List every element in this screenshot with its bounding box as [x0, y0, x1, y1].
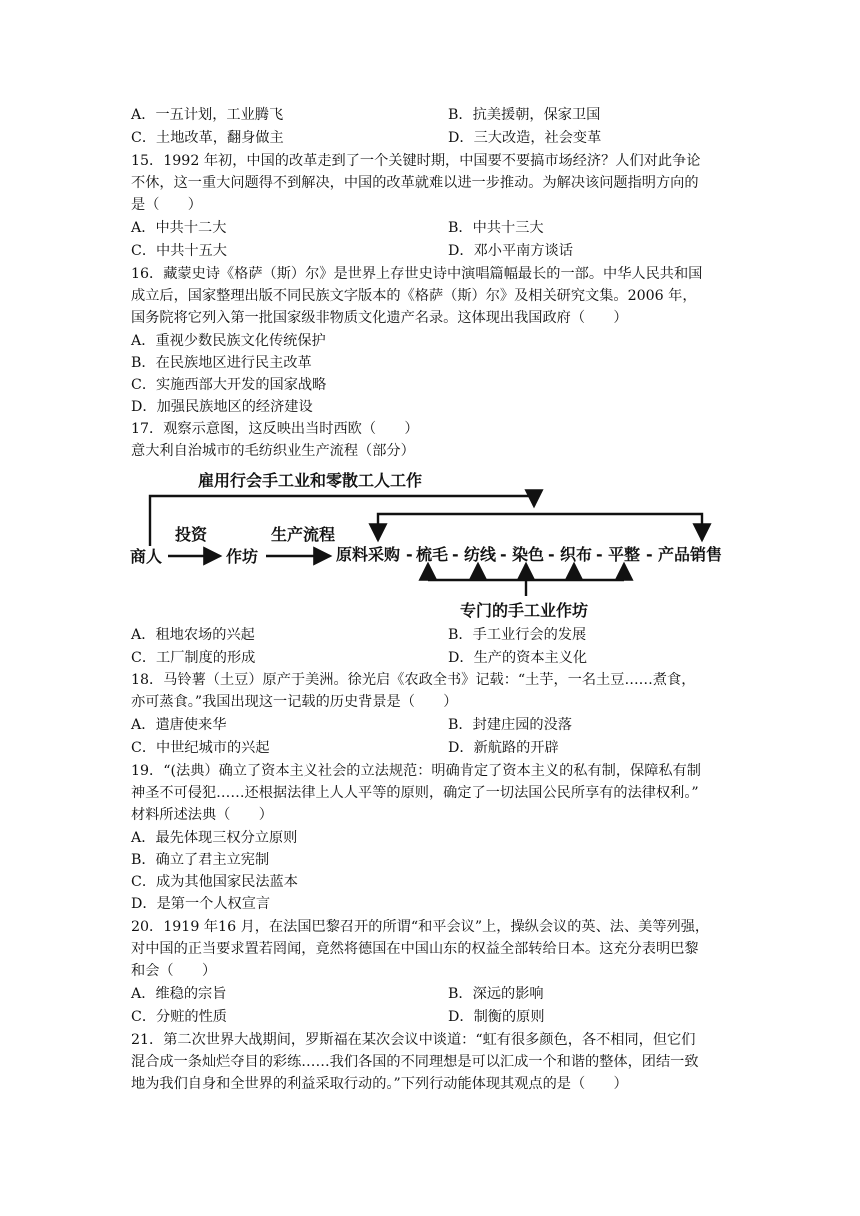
q16-option-b: B．在民族地区进行民主改革: [131, 355, 312, 371]
diagram-workshop: 作坊: [226, 547, 259, 566]
diagram-invest-label: 投资: [175, 525, 208, 544]
q19-option-c: C．成为其他国家民法蓝本: [131, 874, 298, 890]
q17-option-a: A．租地农场的兴起: [131, 627, 255, 643]
q14-option-c: C．土地改革，翻身做主: [131, 130, 284, 146]
q19-stem-line3: 材料所述法典（ ）: [131, 807, 273, 823]
q20-stem-line2: 对中国的正当要求置若罔闻，竟然将德国在中国山东的权益全部转给日本。这充分表明巴黎: [131, 941, 699, 957]
q16-stem-line2: 成立后，国家整理出版不同民族文字版本的《格萨（斯）尔》及相关研究文集。2006 年，: [131, 288, 697, 304]
q19-stem-line1: 19．“(法典）确立了资本主义社会的立法规范：明确肯定了资本主义的私有制，保障私有制: [131, 763, 701, 779]
q19-option-d: D．是第一个人权宣言: [131, 896, 271, 912]
diagram-step-dye: 染色: [512, 545, 545, 564]
q19-stem-line2: 神圣不可侵犯……还根据法律上人人平等的原则，确定了一切法国公民所享有的法律权利。”: [131, 785, 699, 801]
q16-stem-line3: 国务院将它列入第一批国家级非物质文化遗产名录。这体现出我国政府（ ）: [131, 310, 628, 326]
q21-stem-line2: 混合成一条灿烂夺目的彩练……我们各国的不同理想是可以汇成一个和谐的整体，团结一致: [131, 1054, 699, 1070]
q14-option-d: D．三大改造，社会变革: [448, 130, 602, 146]
q16-stem-line1: 16．藏蒙史诗《格萨（斯）尔》是世界上存世史诗中演唱篇幅最长的一部。中华人民共和国: [131, 266, 703, 282]
q15-stem-line2: 不休，这一重大问题得不到解决，中国的改革就难以进一步推动。为解决该问题指明方向的: [131, 175, 699, 191]
q20-stem-line3: 和会（ ）: [131, 963, 217, 979]
diagram-process-label: 生产流程: [271, 525, 336, 544]
q18-option-d: D．新航路的开辟: [448, 740, 559, 756]
diagram-dash: -: [500, 545, 507, 564]
q18-option-b: B．封建庄园的没落: [448, 717, 572, 733]
q15-option-a: A．中共十二大: [131, 220, 227, 236]
q21-stem-line1: 21．第二次世界大战期间，罗斯福在某次会议中谈道：“虹有很多颜色，各不相同，但它们: [131, 1032, 696, 1048]
q18-stem-line1: 18．马铃薯（土豆）原产于美洲。徐光启《农政全书》记载：“土芋，一名土豆……煮食，: [131, 672, 696, 688]
q19-option-b: B．确立了君主立宪制: [131, 852, 270, 868]
q17-flow-diagram: [128, 462, 734, 624]
q17-caption: 意大利自治城市的毛纺织业生产流程（部分）: [131, 443, 415, 459]
q14-option-a: A．一五计划，工业腾飞: [131, 107, 284, 123]
q19-option-a: A．最先体现三权分立原则: [131, 830, 298, 846]
diagram-dash: -: [406, 545, 413, 564]
diagram-dash: -: [548, 545, 555, 564]
q20-option-b: B．深远的影响: [448, 986, 544, 1002]
diagram-dash: -: [596, 545, 603, 564]
q17-stem-line1: 17．观察示意图，这反映出当时西欧（ ）: [131, 421, 419, 437]
diagram-dash: -: [646, 545, 653, 564]
q18-option-a: A．遣唐使来华: [131, 717, 227, 733]
q17-option-b: B．手工业行会的发展: [448, 627, 587, 643]
q15-option-c: C．中共十五大: [131, 243, 227, 259]
q14-option-b: B．抗美援朝，保家卫国: [448, 107, 601, 123]
q16-option-a: A．重视少数民族文化传统保护: [131, 333, 326, 349]
q15-option-d: D．邓小平南方谈话: [448, 243, 573, 259]
diagram-step-raw: 原料采购: [336, 545, 401, 564]
q17-option-c: C．工厂制度的形成: [131, 650, 256, 666]
q20-option-a: A．维稳的宗旨: [131, 986, 227, 1002]
q16-option-c: C．实施西部大开发的国家战略: [131, 377, 327, 393]
q18-option-c: C．中世纪城市的兴起: [131, 740, 270, 756]
diagram-step-finish: 平整: [608, 545, 641, 564]
q18-stem-line2: 亦可蒸食。”我国出现这一记载的历史背景是（ ）: [131, 694, 458, 710]
diagram-dash: -: [452, 545, 459, 564]
q20-option-d: D．制衡的原则: [448, 1009, 545, 1025]
q21-stem-line3: 地为我们自身和全世界的利益采取行动的。”下列行动能体现其观点的是（ ）: [131, 1076, 628, 1092]
q16-option-d: D．加强民族地区的经济建设: [131, 399, 313, 415]
q17-option-d: D．生产的资本主义化: [448, 650, 588, 666]
diagram-top-label: 雇用行会手工业和零散工人工作: [198, 471, 423, 490]
diagram-bottom-label: 专门的手工业作坊: [460, 601, 589, 620]
q15-option-b: B．中共十三大: [448, 220, 544, 236]
diagram-step-comb: 梳毛: [416, 545, 449, 564]
diagram-step-sales: 产品销售: [658, 545, 723, 564]
diagram-step-weave: 织布: [560, 545, 593, 564]
q15-stem-line3: 是（ ）: [131, 197, 202, 213]
diagram-step-spin: 纺线: [464, 545, 497, 564]
diagram-merchant: 商人: [130, 547, 163, 566]
q15-stem-line1: 15．1992 年初，中国的改革走到了一个关键时期，中国要不要搞市场经济？人们对此争论: [131, 153, 701, 169]
q20-stem-line1: 20．1919 年16 月，在法国巴黎召开的所谓“和平会议”上，操纵会议的英、法、美等列强，: [131, 919, 710, 935]
q20-option-c: C．分赃的性质: [131, 1009, 227, 1025]
